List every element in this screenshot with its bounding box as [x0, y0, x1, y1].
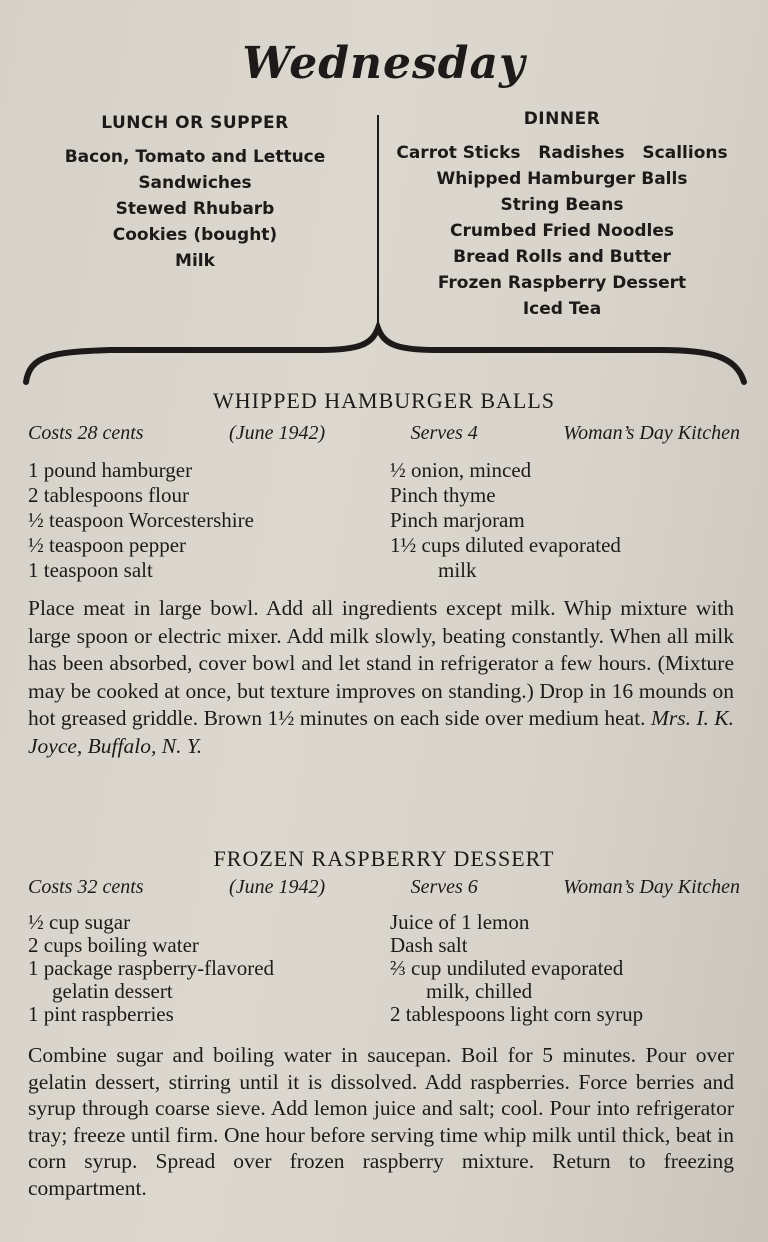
ingredient: Dash salt	[390, 933, 468, 957]
menu-item: Frozen Raspberry Dessert	[437, 273, 687, 293]
recipe-meta	[28, 422, 740, 445]
recipe-date: (June 1942)	[229, 876, 326, 898]
ingredient: 1½ cups diluted evaporated	[390, 533, 621, 557]
ingredient: ½ onion, minced	[390, 458, 532, 482]
menu-item: Crumbed Fried Noodles	[449, 221, 675, 241]
ingredient: 1 package raspberry-flavored	[28, 956, 275, 980]
ingredient: milk, chilled	[426, 979, 533, 1003]
ingredient: ⅔ cup undiluted evaporated	[390, 956, 624, 980]
recipe-credit: Mrs. I. K. Joyce, Buffalo, N. Y.	[28, 706, 734, 758]
ingredient: Juice of 1 lemon	[390, 910, 530, 934]
lunch-menu	[40, 110, 350, 274]
recipe-source: Woman’s Day Kitchen	[563, 422, 740, 444]
ingredient: 1 teaspoon salt	[28, 558, 153, 582]
menu-item: Whipped Hamburger Balls	[436, 169, 688, 189]
menu-item: Bread Rolls and Butter	[453, 247, 671, 267]
dinner-heading: DINNER	[523, 109, 601, 129]
recipe-serves: Serves 4	[410, 422, 478, 444]
ingredient: 2 tablespoons flour	[28, 483, 189, 507]
recipe-cost: Costs 28 cents	[28, 422, 144, 444]
ingredient: ½ teaspoon pepper	[28, 533, 187, 557]
ingredient: gelatin dessert	[52, 979, 173, 1003]
menu-item: Carrot Sticks Radishes Scallions	[396, 143, 728, 163]
directions-text: Combine sugar and boiling water in saucepan. Boil for 5 minutes. Pour over gelatin dessert, stirring until it is dissolved. Add raspberries. Force berries and syrup through coarse sieve. Add lemon juice and salt; cool. Pour into refrigerator tray; freeze until firm. One hour before serving time whip milk until thick, beat in corn syrup. Spread over frozen raspberry mixture. Return to freezing compartment.	[28, 1043, 734, 1200]
recipe-directions	[28, 595, 734, 760]
lunch-heading: LUNCH OR SUPPER	[101, 113, 289, 133]
ingredient: 1 pint raspberries	[28, 1002, 174, 1026]
ingredient: Pinch thyme	[390, 483, 496, 507]
recipe-meta	[28, 876, 740, 899]
directions-text: Place meat in large bowl. Add all ingredients except milk. Whip mixture with large spoon or electric mixer. Add milk slowly, beating constantly. When all milk has been absorbed, cover bowl and let stand in refrigerator a few hours. (Mixture may be cooked at once, but texture improves on standing.) Drop in 16 mounds on hot greased griddle. Brown 1½ minutes on each side over medium heat.	[28, 596, 734, 730]
ingredients-right	[390, 911, 643, 1026]
recipe-source: Woman’s Day Kitchen	[563, 876, 740, 898]
menu-item: Stewed Rhubarb	[115, 199, 275, 219]
ingredient: 2 cups boiling water	[28, 933, 199, 957]
ingredient: ½ teaspoon Worcestershire	[28, 508, 254, 532]
recipe-cost: Costs 32 cents	[28, 876, 144, 898]
menu-item: Milk	[175, 251, 215, 271]
menu-divider	[377, 115, 379, 327]
ingredient: 2 tablespoons light corn syrup	[390, 1002, 644, 1026]
ingredients-left	[28, 458, 254, 583]
dinner-menu	[382, 106, 742, 322]
menu-item: Sandwiches	[138, 173, 252, 193]
menu-item: Iced Tea	[522, 299, 602, 319]
ingredient: ½ cup sugar	[28, 910, 131, 934]
recipe-date: (June 1942)	[229, 422, 326, 444]
recipe-directions	[28, 1042, 734, 1201]
ingredients-left	[28, 911, 274, 1026]
menu-item: Cookies (bought)	[112, 225, 278, 245]
page-title: Wednesday	[242, 38, 526, 89]
ingredient: Pinch marjoram	[390, 508, 525, 532]
ingredient: 1 pound hamburger	[28, 458, 193, 482]
menu-item: String Beans	[500, 195, 624, 215]
recipe-title: WHIPPED HAMBURGER BALLS	[212, 388, 556, 413]
recipe-title: FROZEN RASPBERRY DESSERT	[213, 846, 555, 871]
menu-item: Bacon, Tomato and Lettuce	[64, 147, 326, 167]
ingredients-right	[390, 458, 621, 583]
ingredient: milk	[438, 558, 477, 582]
brace-ornament	[20, 320, 750, 390]
recipe-serves: Serves 6	[410, 876, 478, 898]
